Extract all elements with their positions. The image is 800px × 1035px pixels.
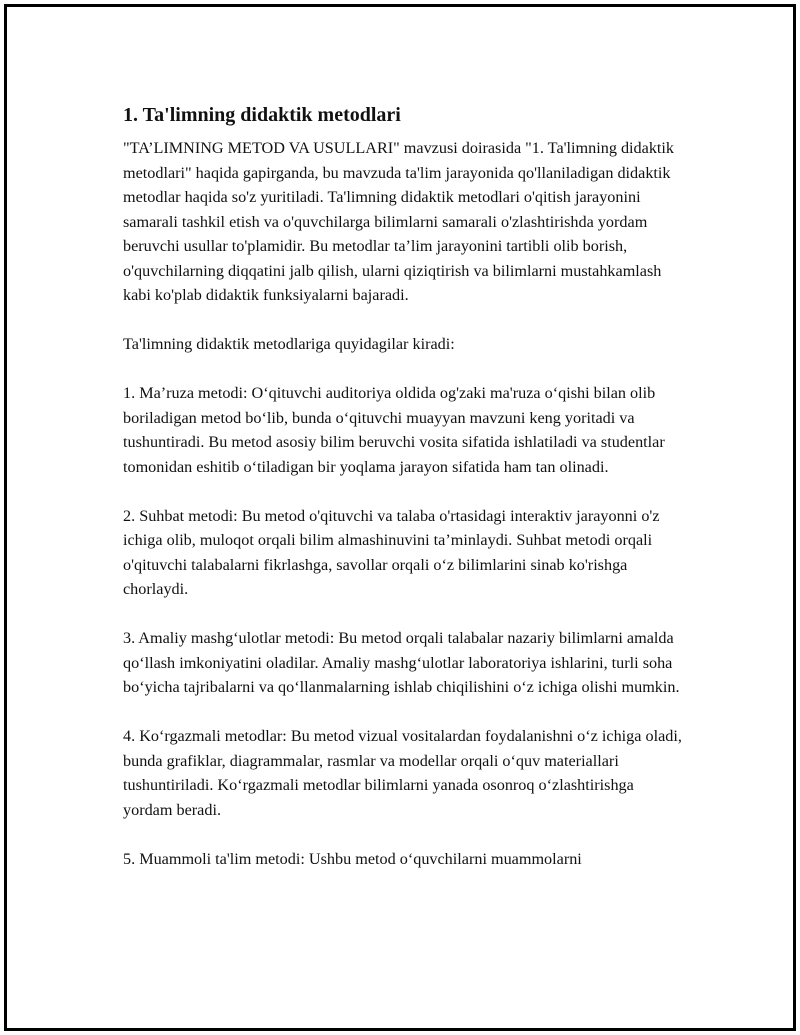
method-lecture-paragraph: 1. Ma’ruza metodi: O‘qituvchi auditoriya oldida og'zaki ma'ruza o‘qishi bilan olib boriladigan metod bo‘lib, bunda o‘qituvchi muayyan mavzuni keng yoritadi va tushuntiradi. Bu metod asosiy bilim beruvchi vosita sifatida ishlatiladi va studentlar tomonidan eshitib o‘tiladigan bir yoqlama jarayon sifatida ham tan olinadi. [123, 384, 665, 476]
method-visual-paragraph: 4. Ko‘rgazmali metodlar: Bu metod vizual vositalardan foydalanishni o‘z ichiga oladi, bunda grafiklar, diagrammalar, rasmlar va modellar orqali o‘quv materiallari tushuntiriladi. Ko‘rgazmali metodlar bilimlarni yanada osonroq o‘zlashtirishga yordam beradi. [123, 727, 682, 819]
method-practical-paragraph: 3. Amaliy mashg‘ulotlar metodi: Bu metod orqali talabalar nazariy bilimlarni amalda qo‘llash imkoniyatini oladilar. Amaliy mashg‘ulotlar laboratoriya ishlarini, turli soha bo‘yicha tajribalarni va qo‘llanmalarning ishlab chiqilishini o‘z ichiga olishi mumkin. [123, 629, 680, 696]
page-frame [4, 4, 796, 1031]
document-body [123, 102, 687, 896]
method-conversation-paragraph: 2. Suhbat metodi: Bu metod o'qituvchi va talaba o'rtasidagi interaktiv jarayonni o'z ichiga olib, muloqot orqali bilim almashinuvini ta’minlaydi. Suhbat metodi orqali o'qituvchi talabalarni fikrlashga, savollar orqali o‘z bilimlarini sinab ko'rishga chorlaydi. [123, 506, 660, 598]
intro-paragraph: "TA’LIMNING METOD VA USULLARI" mavzusi doirasida "1. Ta'limning didaktik metodlari" haqida gapirganda, bu mavzuda ta'lim jarayonida qo'llaniladigan didaktik metodlar haqida so'z yuritiladi. Ta'limning didaktik metodlari o'qitish jarayonini samarali tashkil etish va o'quvchilarga bilimlarni samarali o'zlashtirishda yordam beruvchi usullar to'plamidir. Bu metodlar ta’lim jarayonini tartibli olib borish, o'quvchilarning diqqatini jalb qilish, ularni qiziqtirish va bilimlarni mustahkamlash kabi ko'plab didaktik funksiyalarni bajaradi. [123, 139, 675, 304]
method-problem-paragraph: 5. Muammoli ta'lim metodi: Ushbu metod o‘quvchilarni muammolarni [123, 849, 582, 868]
document-title: 1. Ta'limning didaktik metodlari [123, 104, 401, 126]
list-intro-paragraph: Ta'limning didaktik metodlariga quyidagilar kiradi: [123, 335, 455, 353]
